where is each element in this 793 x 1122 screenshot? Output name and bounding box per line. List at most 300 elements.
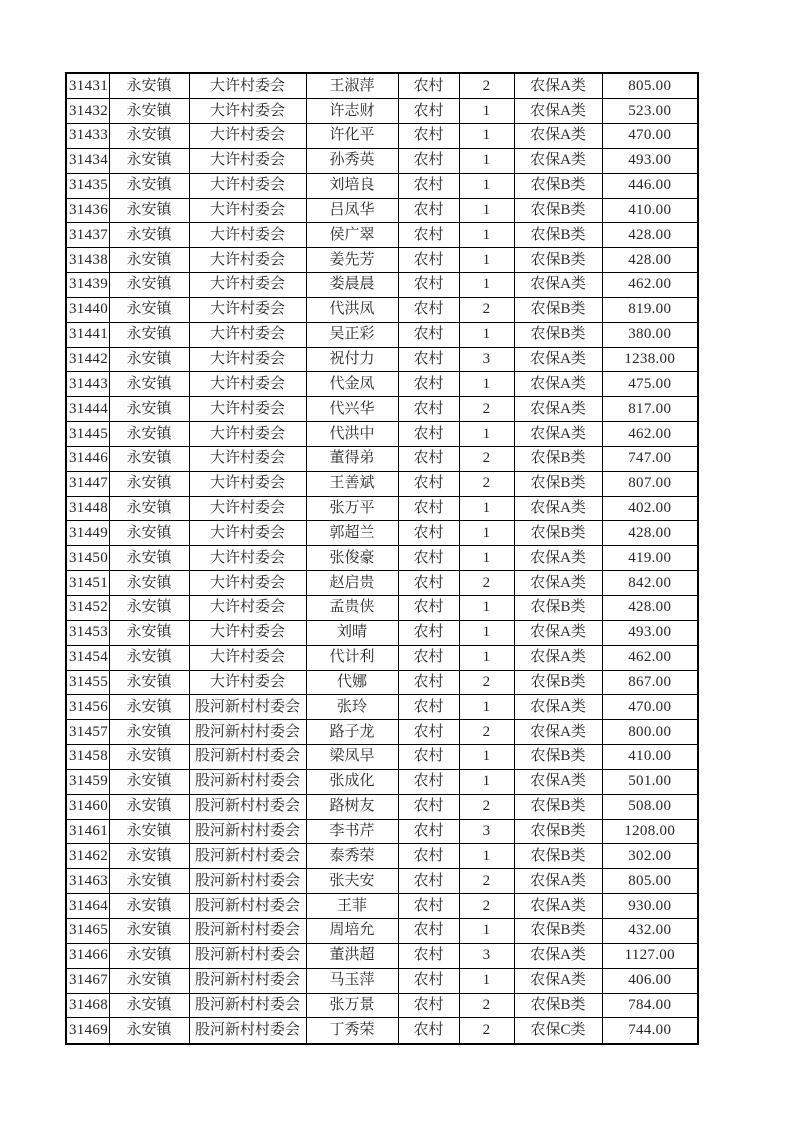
cell-record-id: 31434 — [66, 148, 109, 173]
cell-person-count: 1 — [459, 173, 514, 198]
cell-person-name: 董洪超 — [306, 943, 398, 968]
cell-record-id: 31436 — [66, 198, 109, 223]
cell-person-name: 张夫安 — [306, 869, 398, 894]
cell-town: 永安镇 — [109, 546, 189, 571]
cell-record-id: 31438 — [66, 248, 109, 273]
cell-household-category: 农村 — [398, 223, 459, 248]
cell-town: 永安镇 — [109, 918, 189, 943]
cell-town: 永安镇 — [109, 422, 189, 447]
cell-record-id: 31468 — [66, 993, 109, 1018]
cell-village-committee: 大许村委会 — [189, 645, 306, 670]
cell-household-category: 农村 — [398, 596, 459, 621]
cell-amount: 508.00 — [602, 794, 698, 819]
table-row — [66, 446, 698, 471]
cell-insurance-type: 农保A类 — [514, 620, 602, 645]
cell-record-id: 31464 — [66, 894, 109, 919]
cell-person-name: 路子龙 — [306, 720, 398, 745]
table-row — [66, 745, 698, 770]
table-row — [66, 422, 698, 447]
cell-record-id: 31453 — [66, 620, 109, 645]
cell-person-count: 2 — [459, 720, 514, 745]
cell-town: 永安镇 — [109, 173, 189, 198]
cell-insurance-type: 农保B类 — [514, 223, 602, 248]
cell-household-category: 农村 — [398, 99, 459, 124]
cell-insurance-type: 农保B类 — [514, 670, 602, 695]
table-row — [66, 670, 698, 695]
cell-town: 永安镇 — [109, 769, 189, 794]
cell-household-category: 农村 — [398, 670, 459, 695]
cell-household-category: 农村 — [398, 819, 459, 844]
cell-village-committee: 大许村委会 — [189, 73, 306, 99]
cell-insurance-type: 农保A类 — [514, 73, 602, 99]
cell-village-committee: 大许村委会 — [189, 546, 306, 571]
cell-town: 永安镇 — [109, 73, 189, 99]
cell-amount: 1238.00 — [602, 347, 698, 372]
cell-household-category: 农村 — [398, 148, 459, 173]
cell-person-count: 1 — [459, 620, 514, 645]
cell-village-committee: 大许村委会 — [189, 620, 306, 645]
cell-insurance-type: 农保B类 — [514, 596, 602, 621]
cell-record-id: 31443 — [66, 372, 109, 397]
cell-person-name: 王善斌 — [306, 471, 398, 496]
cell-person-count: 2 — [459, 894, 514, 919]
cell-person-name: 赵启贵 — [306, 571, 398, 596]
cell-amount: 930.00 — [602, 894, 698, 919]
cell-village-committee: 大许村委会 — [189, 521, 306, 546]
cell-record-id: 31466 — [66, 943, 109, 968]
cell-village-committee: 大许村委会 — [189, 148, 306, 173]
cell-insurance-type: 农保B类 — [514, 322, 602, 347]
cell-person-count: 1 — [459, 148, 514, 173]
cell-person-count: 1 — [459, 745, 514, 770]
cell-amount: 410.00 — [602, 745, 698, 770]
cell-town: 永安镇 — [109, 248, 189, 273]
cell-person-count: 2 — [459, 1018, 514, 1044]
cell-record-id: 31447 — [66, 471, 109, 496]
cell-town: 永安镇 — [109, 347, 189, 372]
cell-town: 永安镇 — [109, 198, 189, 223]
cell-record-id: 31456 — [66, 695, 109, 720]
cell-village-committee: 大许村委会 — [189, 596, 306, 621]
table-row — [66, 521, 698, 546]
cell-household-category: 农村 — [398, 720, 459, 745]
cell-person-name: 张玲 — [306, 695, 398, 720]
cell-person-name: 吴正彩 — [306, 322, 398, 347]
cell-town: 永安镇 — [109, 273, 189, 298]
cell-amount: 819.00 — [602, 297, 698, 322]
table-row — [66, 794, 698, 819]
cell-record-id: 31446 — [66, 446, 109, 471]
cell-village-committee: 大许村委会 — [189, 471, 306, 496]
cell-person-count: 1 — [459, 695, 514, 720]
cell-amount: 1208.00 — [602, 819, 698, 844]
cell-person-count: 2 — [459, 869, 514, 894]
cell-town: 永安镇 — [109, 446, 189, 471]
cell-person-count: 1 — [459, 99, 514, 124]
cell-amount: 805.00 — [602, 73, 698, 99]
table-row — [66, 571, 698, 596]
cell-amount: 302.00 — [602, 844, 698, 869]
cell-person-name: 张俊豪 — [306, 546, 398, 571]
cell-amount: 428.00 — [602, 248, 698, 273]
cell-village-committee: 大许村委会 — [189, 123, 306, 148]
cell-village-committee: 大许村委会 — [189, 496, 306, 521]
cell-person-count: 1 — [459, 422, 514, 447]
cell-record-id: 31444 — [66, 397, 109, 422]
cell-record-id: 31460 — [66, 794, 109, 819]
cell-person-count: 1 — [459, 968, 514, 993]
cell-insurance-type: 农保A类 — [514, 869, 602, 894]
table-row — [66, 198, 698, 223]
cell-record-id: 31457 — [66, 720, 109, 745]
cell-record-id: 31467 — [66, 968, 109, 993]
cell-amount: 470.00 — [602, 695, 698, 720]
cell-insurance-type: 农保B类 — [514, 471, 602, 496]
cell-insurance-type: 农保A类 — [514, 720, 602, 745]
table-row — [66, 1018, 698, 1044]
cell-person-name: 李书芹 — [306, 819, 398, 844]
cell-household-category: 农村 — [398, 248, 459, 273]
cell-person-count: 2 — [459, 670, 514, 695]
cell-insurance-type: 农保A类 — [514, 273, 602, 298]
cell-insurance-type: 农保A类 — [514, 695, 602, 720]
cell-amount: 410.00 — [602, 198, 698, 223]
cell-village-committee: 股河新村村委会 — [189, 819, 306, 844]
cell-person-count: 2 — [459, 446, 514, 471]
cell-insurance-type: 农保B类 — [514, 918, 602, 943]
cell-insurance-type: 农保A类 — [514, 546, 602, 571]
table-row — [66, 123, 698, 148]
cell-amount: 784.00 — [602, 993, 698, 1018]
cell-insurance-type: 农保B类 — [514, 446, 602, 471]
table-row — [66, 471, 698, 496]
cell-insurance-type: 农保A类 — [514, 422, 602, 447]
cell-household-category: 农村 — [398, 1018, 459, 1044]
table-row — [66, 943, 698, 968]
cell-person-count: 1 — [459, 123, 514, 148]
cell-amount: 1127.00 — [602, 943, 698, 968]
cell-person-count: 3 — [459, 943, 514, 968]
cell-insurance-type: 农保A类 — [514, 943, 602, 968]
cell-household-category: 农村 — [398, 546, 459, 571]
cell-household-category: 农村 — [398, 347, 459, 372]
cell-village-committee: 大许村委会 — [189, 347, 306, 372]
cell-village-committee: 大许村委会 — [189, 422, 306, 447]
cell-amount: 501.00 — [602, 769, 698, 794]
cell-record-id: 31451 — [66, 571, 109, 596]
cell-person-name: 代金凤 — [306, 372, 398, 397]
cell-town: 永安镇 — [109, 521, 189, 546]
cell-insurance-type: 农保A类 — [514, 645, 602, 670]
cell-amount: 419.00 — [602, 546, 698, 571]
cell-household-category: 农村 — [398, 73, 459, 99]
cell-household-category: 农村 — [398, 869, 459, 894]
cell-record-id: 31439 — [66, 273, 109, 298]
cell-village-committee: 大许村委会 — [189, 571, 306, 596]
cell-village-committee: 股河新村村委会 — [189, 894, 306, 919]
cell-household-category: 农村 — [398, 496, 459, 521]
cell-insurance-type: 农保B类 — [514, 248, 602, 273]
cell-amount: 428.00 — [602, 521, 698, 546]
cell-person-name: 张万景 — [306, 993, 398, 1018]
cell-person-name: 侯广翠 — [306, 223, 398, 248]
cell-town: 永安镇 — [109, 123, 189, 148]
cell-record-id: 31437 — [66, 223, 109, 248]
cell-amount: 800.00 — [602, 720, 698, 745]
cell-amount: 406.00 — [602, 968, 698, 993]
table-row — [66, 372, 698, 397]
cell-household-category: 农村 — [398, 993, 459, 1018]
table-row — [66, 273, 698, 298]
table-row — [66, 148, 698, 173]
cell-insurance-type: 农保B类 — [514, 173, 602, 198]
cell-village-committee: 股河新村村委会 — [189, 943, 306, 968]
cell-record-id: 31433 — [66, 123, 109, 148]
cell-person-count: 1 — [459, 596, 514, 621]
cell-village-committee: 大许村委会 — [189, 173, 306, 198]
cell-record-id: 31455 — [66, 670, 109, 695]
cell-person-count: 3 — [459, 819, 514, 844]
table-row — [66, 918, 698, 943]
cell-insurance-type: 农保B类 — [514, 844, 602, 869]
cell-record-id: 31440 — [66, 297, 109, 322]
cell-town: 永安镇 — [109, 819, 189, 844]
cell-amount: 380.00 — [602, 322, 698, 347]
cell-village-committee: 大许村委会 — [189, 198, 306, 223]
cell-person-name: 郭超兰 — [306, 521, 398, 546]
cell-amount: 842.00 — [602, 571, 698, 596]
cell-amount: 432.00 — [602, 918, 698, 943]
cell-town: 永安镇 — [109, 223, 189, 248]
cell-household-category: 农村 — [398, 322, 459, 347]
cell-person-name: 祝付力 — [306, 347, 398, 372]
cell-insurance-type: 农保B类 — [514, 297, 602, 322]
cell-town: 永安镇 — [109, 670, 189, 695]
cell-town: 永安镇 — [109, 620, 189, 645]
cell-village-committee: 股河新村村委会 — [189, 695, 306, 720]
cell-town: 永安镇 — [109, 322, 189, 347]
cell-person-name: 吕凤华 — [306, 198, 398, 223]
cell-person-name: 姜先芳 — [306, 248, 398, 273]
table-row — [66, 620, 698, 645]
cell-amount: 805.00 — [602, 869, 698, 894]
cell-amount: 462.00 — [602, 273, 698, 298]
table-row — [66, 993, 698, 1018]
cell-household-category: 农村 — [398, 173, 459, 198]
cell-household-category: 农村 — [398, 571, 459, 596]
cell-amount: 807.00 — [602, 471, 698, 496]
table-row — [66, 720, 698, 745]
cell-household-category: 农村 — [398, 446, 459, 471]
cell-insurance-type: 农保B类 — [514, 819, 602, 844]
cell-insurance-type: 农保A类 — [514, 372, 602, 397]
cell-person-name: 代娜 — [306, 670, 398, 695]
cell-insurance-type: 农保A类 — [514, 496, 602, 521]
cell-amount: 470.00 — [602, 123, 698, 148]
cell-village-committee: 大许村委会 — [189, 248, 306, 273]
cell-record-id: 31449 — [66, 521, 109, 546]
cell-person-name: 代计利 — [306, 645, 398, 670]
cell-person-count: 2 — [459, 993, 514, 1018]
cell-insurance-type: 农保B类 — [514, 745, 602, 770]
table-row — [66, 819, 698, 844]
table-row — [66, 695, 698, 720]
table-body — [66, 73, 698, 1044]
cell-record-id: 31442 — [66, 347, 109, 372]
table-row — [66, 894, 698, 919]
cell-household-category: 农村 — [398, 471, 459, 496]
cell-village-committee: 股河新村村委会 — [189, 869, 306, 894]
cell-village-committee: 大许村委会 — [189, 670, 306, 695]
table-row — [66, 968, 698, 993]
table-row — [66, 645, 698, 670]
cell-person-count: 1 — [459, 918, 514, 943]
cell-insurance-type: 农保A类 — [514, 397, 602, 422]
cell-amount: 747.00 — [602, 446, 698, 471]
cell-person-name: 刘晴 — [306, 620, 398, 645]
cell-record-id: 31431 — [66, 73, 109, 99]
table-row — [66, 223, 698, 248]
cell-town: 永安镇 — [109, 1018, 189, 1044]
cell-record-id: 31452 — [66, 596, 109, 621]
cell-amount: 523.00 — [602, 99, 698, 124]
cell-record-id: 31465 — [66, 918, 109, 943]
cell-person-name: 丁秀荣 — [306, 1018, 398, 1044]
payment-roster-table — [65, 72, 699, 1045]
table-row — [66, 869, 698, 894]
cell-town: 永安镇 — [109, 844, 189, 869]
cell-household-category: 农村 — [398, 645, 459, 670]
cell-person-count: 1 — [459, 372, 514, 397]
cell-town: 永安镇 — [109, 894, 189, 919]
cell-village-committee: 大许村委会 — [189, 297, 306, 322]
cell-person-count: 2 — [459, 297, 514, 322]
cell-household-category: 农村 — [398, 372, 459, 397]
cell-insurance-type: 农保B类 — [514, 198, 602, 223]
cell-record-id: 31450 — [66, 546, 109, 571]
cell-person-name: 代兴华 — [306, 397, 398, 422]
cell-household-category: 农村 — [398, 745, 459, 770]
cell-person-name: 孙秀英 — [306, 148, 398, 173]
cell-amount: 744.00 — [602, 1018, 698, 1044]
cell-insurance-type: 农保B类 — [514, 794, 602, 819]
cell-person-name: 泰秀荣 — [306, 844, 398, 869]
cell-village-committee: 大许村委会 — [189, 223, 306, 248]
cell-person-name: 马玉萍 — [306, 968, 398, 993]
cell-insurance-type: 农保A类 — [514, 769, 602, 794]
cell-person-count: 2 — [459, 397, 514, 422]
cell-household-category: 农村 — [398, 894, 459, 919]
cell-record-id: 31445 — [66, 422, 109, 447]
cell-person-count: 2 — [459, 73, 514, 99]
cell-village-committee: 股河新村村委会 — [189, 844, 306, 869]
cell-town: 永安镇 — [109, 571, 189, 596]
table-row — [66, 596, 698, 621]
cell-town: 永安镇 — [109, 372, 189, 397]
cell-person-name: 张成化 — [306, 769, 398, 794]
cell-person-name: 路树友 — [306, 794, 398, 819]
cell-town: 永安镇 — [109, 695, 189, 720]
cell-household-category: 农村 — [398, 844, 459, 869]
cell-insurance-type: 农保B类 — [514, 521, 602, 546]
table-row — [66, 397, 698, 422]
cell-household-category: 农村 — [398, 943, 459, 968]
cell-household-category: 农村 — [398, 521, 459, 546]
cell-amount: 475.00 — [602, 372, 698, 397]
cell-record-id: 31469 — [66, 1018, 109, 1044]
table-row — [66, 496, 698, 521]
cell-person-name: 许志财 — [306, 99, 398, 124]
cell-household-category: 农村 — [398, 695, 459, 720]
table-row — [66, 248, 698, 273]
cell-person-count: 1 — [459, 521, 514, 546]
cell-person-count: 2 — [459, 471, 514, 496]
cell-village-committee: 股河新村村委会 — [189, 968, 306, 993]
cell-person-name: 代洪中 — [306, 422, 398, 447]
cell-village-committee: 大许村委会 — [189, 273, 306, 298]
cell-town: 永安镇 — [109, 968, 189, 993]
cell-person-count: 1 — [459, 844, 514, 869]
cell-village-committee: 股河新村村委会 — [189, 993, 306, 1018]
cell-person-count: 1 — [459, 546, 514, 571]
cell-village-committee: 股河新村村委会 — [189, 918, 306, 943]
table-row — [66, 322, 698, 347]
cell-insurance-type: 农保A类 — [514, 99, 602, 124]
cell-town: 永安镇 — [109, 745, 189, 770]
cell-person-count: 2 — [459, 794, 514, 819]
cell-insurance-type: 农保A类 — [514, 968, 602, 993]
cell-insurance-type: 农保A类 — [514, 894, 602, 919]
cell-amount: 462.00 — [602, 422, 698, 447]
cell-household-category: 农村 — [398, 620, 459, 645]
cell-household-category: 农村 — [398, 123, 459, 148]
cell-town: 永安镇 — [109, 645, 189, 670]
cell-person-name: 梁凤早 — [306, 745, 398, 770]
cell-household-category: 农村 — [398, 918, 459, 943]
cell-person-count: 3 — [459, 347, 514, 372]
cell-person-name: 代洪凤 — [306, 297, 398, 322]
cell-record-id: 31448 — [66, 496, 109, 521]
cell-person-count: 1 — [459, 496, 514, 521]
cell-person-name: 王菲 — [306, 894, 398, 919]
cell-insurance-type: 农保A类 — [514, 123, 602, 148]
cell-record-id: 31458 — [66, 745, 109, 770]
table-row — [66, 297, 698, 322]
cell-amount: 462.00 — [602, 645, 698, 670]
cell-insurance-type: 农保A类 — [514, 347, 602, 372]
cell-village-committee: 股河新村村委会 — [189, 745, 306, 770]
table-row — [66, 99, 698, 124]
cell-person-name: 娄晨晨 — [306, 273, 398, 298]
cell-record-id: 31454 — [66, 645, 109, 670]
table-row — [66, 73, 698, 99]
cell-household-category: 农村 — [398, 422, 459, 447]
cell-person-count: 1 — [459, 223, 514, 248]
cell-record-id: 31461 — [66, 819, 109, 844]
cell-record-id: 31463 — [66, 869, 109, 894]
cell-person-count: 1 — [459, 769, 514, 794]
cell-amount: 817.00 — [602, 397, 698, 422]
cell-household-category: 农村 — [398, 794, 459, 819]
cell-amount: 428.00 — [602, 596, 698, 621]
cell-village-committee: 大许村委会 — [189, 372, 306, 397]
cell-village-committee: 大许村委会 — [189, 99, 306, 124]
cell-town: 永安镇 — [109, 297, 189, 322]
cell-village-committee: 股河新村村委会 — [189, 769, 306, 794]
cell-person-name: 董得弟 — [306, 446, 398, 471]
cell-household-category: 农村 — [398, 968, 459, 993]
cell-village-committee: 股河新村村委会 — [189, 1018, 306, 1044]
